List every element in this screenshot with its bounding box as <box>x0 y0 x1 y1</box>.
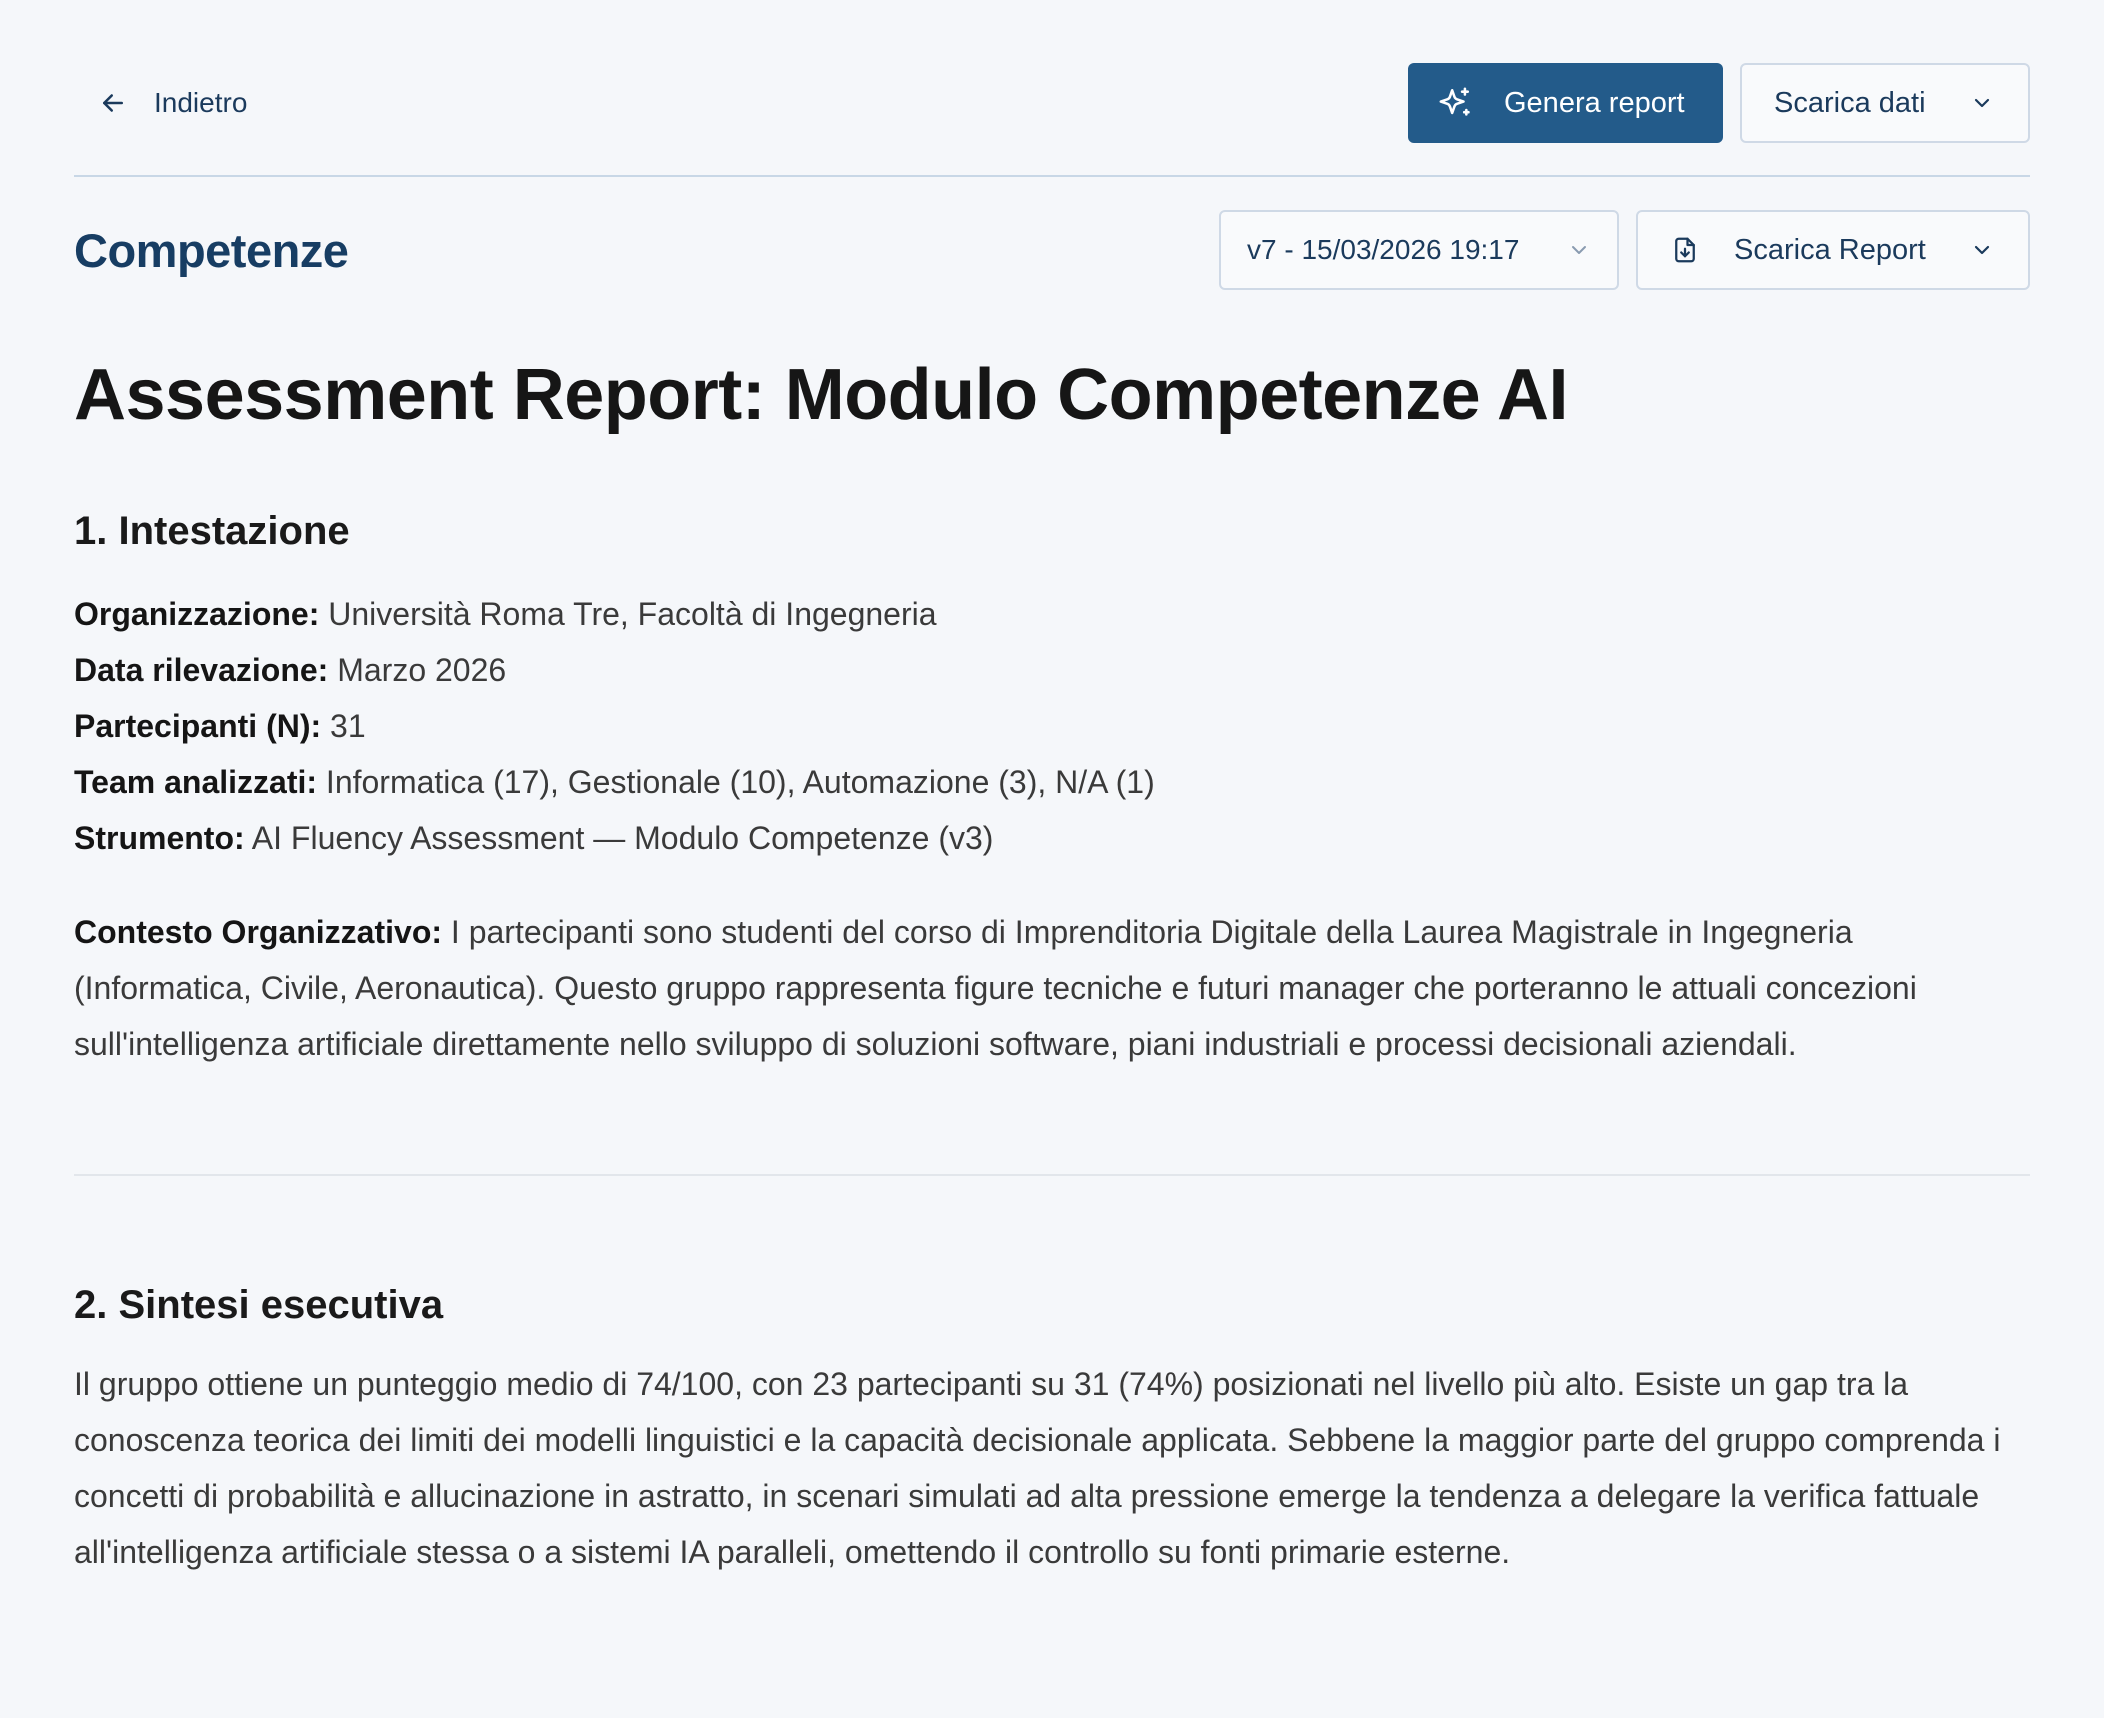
sparkles-icon <box>1438 86 1472 120</box>
document-title: Assessment Report: Modulo Competenze AI <box>74 355 1569 435</box>
report-content <box>74 350 2030 1580</box>
arrow-left-icon <box>98 88 128 118</box>
section-heading-intestazione: 1. Intestazione <box>74 509 350 553</box>
section-heading-sintesi: 2. Sintesi esecutiva <box>74 1283 444 1327</box>
field-value: AI Fluency Assessment — Modulo Competenze (v3) <box>251 820 994 856</box>
generate-report-button[interactable] <box>1408 63 1723 143</box>
metadata-teams <box>74 754 2030 810</box>
toolbar-divider <box>74 175 2030 177</box>
chevron-down-icon <box>1567 238 1591 262</box>
section-divider <box>74 1174 2030 1176</box>
version-select[interactable] <box>1219 210 1619 290</box>
field-label: Team analizzati: <box>74 764 318 800</box>
context-label: Contesto Organizzativo: <box>74 914 443 950</box>
header-actions <box>1219 210 2030 290</box>
file-download-icon <box>1670 235 1700 265</box>
field-value: Informatica (17), Gestionale (10), Automazione (3), N/A (1) <box>325 764 1155 800</box>
metadata-instrument <box>74 810 2030 866</box>
metadata-list <box>74 586 2030 866</box>
field-label: Strumento: <box>74 820 245 856</box>
field-label: Partecipanti (N): <box>74 708 322 744</box>
section-header <box>74 210 2030 290</box>
version-select-value: v7 - 15/03/2026 19:17 <box>1247 234 1520 265</box>
field-value: Università Roma Tre, Facoltà di Ingegneria <box>328 596 937 632</box>
chevron-down-icon <box>1970 238 1994 262</box>
context-text: I partecipanti sono studenti del corso di Imprenditoria Digitale della Laurea Magistrale in Ingegneria (Informatica, Civile, Aeronautica). Questo gruppo rappresenta figure tecniche e futuri manager che porteranno le attuali concezioni sull'intelligenza artificiale direttamente nello sviluppo di soluzioni software, piani industriali e processi decisionali aziendali. <box>74 914 1917 1062</box>
field-value: Marzo 2026 <box>337 652 507 688</box>
field-label: Organizzazione: <box>74 596 320 632</box>
metadata-organization <box>74 586 2030 642</box>
organizational-context <box>74 904 2030 1072</box>
back-button[interactable] <box>74 87 247 119</box>
chevron-down-icon <box>1970 91 1994 115</box>
download-report-dropdown[interactable] <box>1636 210 2030 290</box>
download-data-label: Scarica dati <box>1774 86 1926 119</box>
field-value: 31 <box>330 708 366 744</box>
field-label: Data rilevazione: <box>74 652 329 688</box>
metadata-participants <box>74 698 2030 754</box>
executive-summary-text: Il gruppo ottiene un punteggio medio di 74/100, con 23 partecipanti su 31 (74%) posizionati nel livello più alto. Esiste un gap tra la conoscenza teorica dei limiti dei modelli linguistici e la capacità decisionale applicata. Sebbene la maggior parte del gruppo comprenda i concetti di probabilità e allucinazione in astratto, in scenari simulati ad alta pressione emerge la tendenza a delegare la verifica fattuale all'intelligenza artificiale stessa o a sistemi IA paralleli, omettendo il controllo su fonti primarie esterne. <box>74 1366 2001 1570</box>
download-report-label: Scarica Report <box>1734 233 1926 266</box>
generate-report-label: Genera report <box>1504 86 1685 119</box>
back-label: Indietro <box>154 87 248 118</box>
metadata-date <box>74 642 2030 698</box>
top-actions <box>1408 63 2030 143</box>
page-title: Competenze <box>74 223 349 277</box>
top-toolbar <box>74 63 2030 143</box>
download-data-dropdown[interactable] <box>1740 63 2030 143</box>
